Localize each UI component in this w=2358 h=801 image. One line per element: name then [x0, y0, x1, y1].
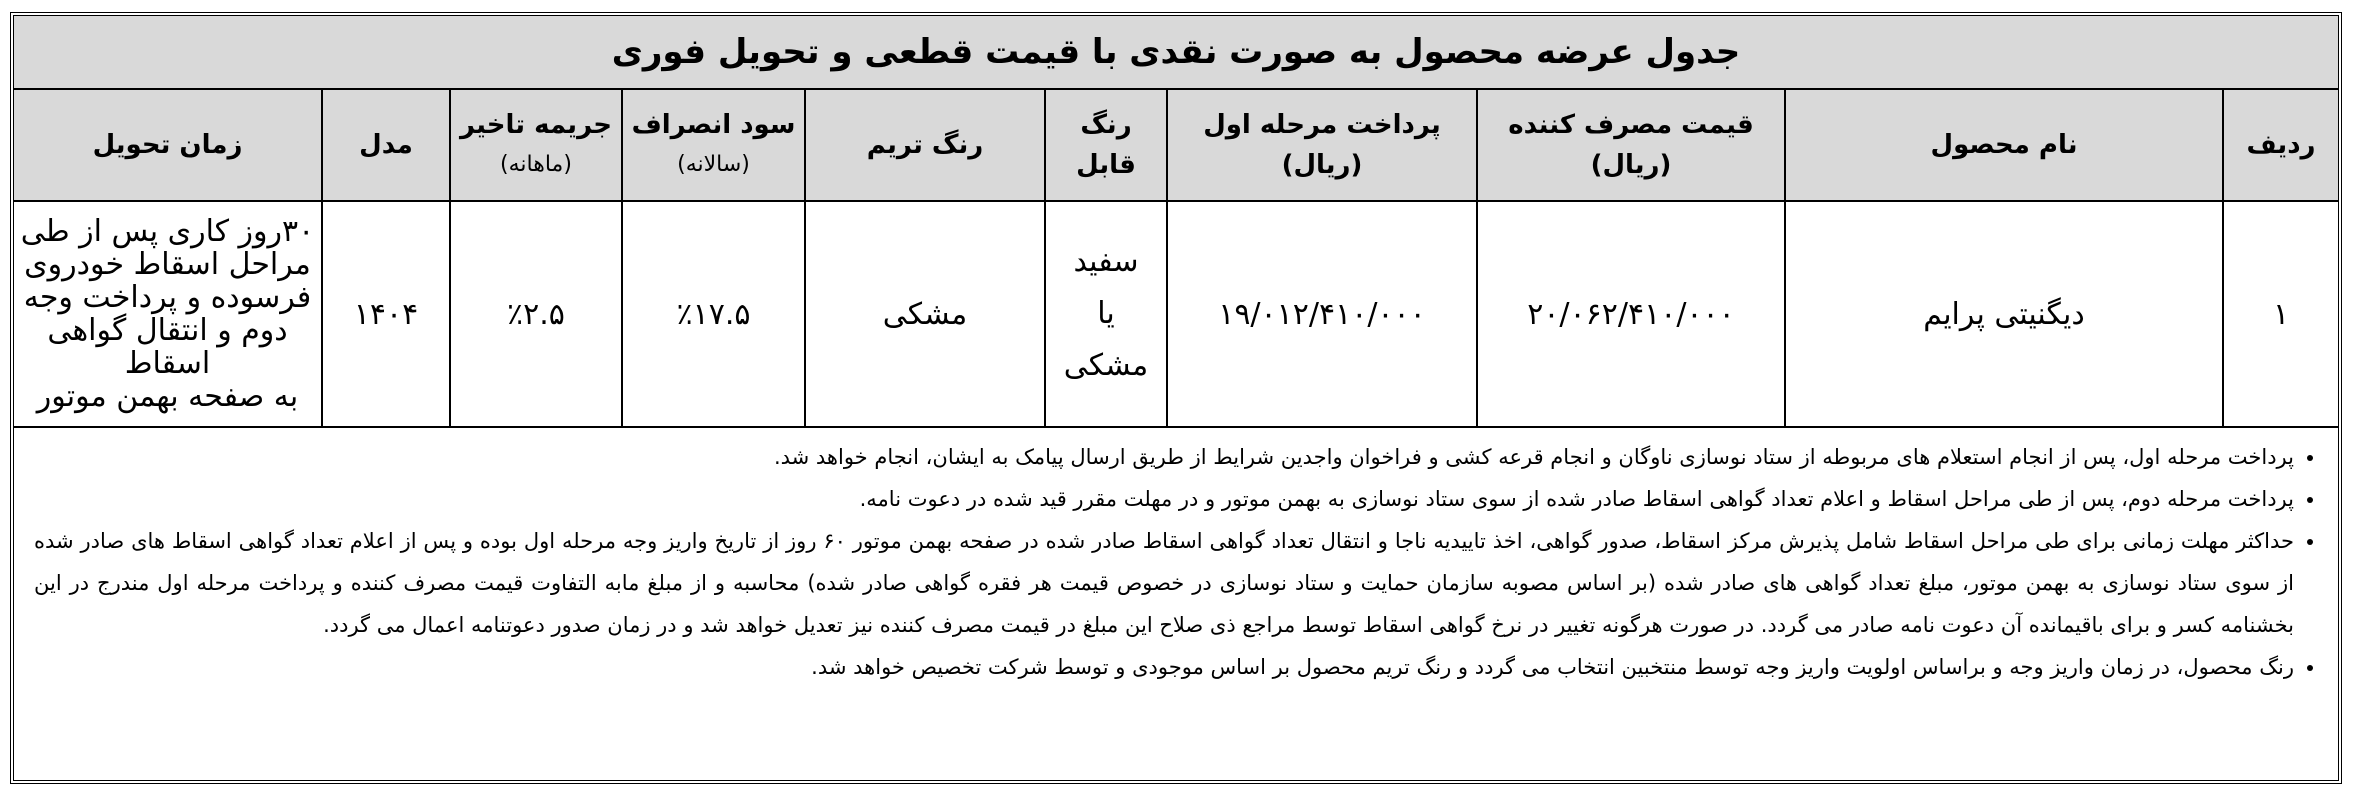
note-first-payment: • پرداخت مرحله اول، پس از انجام استعلام های مربوطه از ستاد نوسازی ناوگان و انجام قرعه کشی و فراخوان واجدین شرایط از طریق ارسال پیامک به ایشان، انجام خواهد شد. [34, 436, 2294, 478]
cell-trim-color: مشکی [805, 201, 1045, 427]
cell-delivery-line1: ۳۰روز کاری پس از طی [20, 214, 315, 249]
cell-delivery-line2: مراحل اسقاط خودروی [24, 247, 311, 282]
header-row [14, 90, 2338, 201]
header-consumer-price-unit: (ریال) [1590, 150, 1672, 180]
header-profit-label: سود انصراف [631, 110, 796, 140]
notes-list [34, 436, 2318, 688]
cell-delivery-line5: به صفحه بهمن موتور [36, 379, 299, 414]
note-second-payment: • پرداخت مرحله دوم، پس از طی مراحل اسقاط و اعلام تعداد گواهی اسقاط صادر شده از سوی ستاد نوسازی به بهمن موتور و در مهلت مقرر قید شده در دعوت نامه. [34, 478, 2294, 520]
cell-delivery-line3: فرسوده و پرداخت وجه [23, 280, 312, 315]
header-first-payment-unit: (ریال) [1281, 150, 1363, 180]
header-penalty [450, 90, 622, 201]
header-profit-unit: (سالانه) [677, 152, 750, 177]
header-body-color [1045, 90, 1167, 201]
header-profit [622, 90, 805, 201]
header-body-color-line1: رنگ [1080, 110, 1132, 140]
cell-first-payment: ۱۹/۰۱۲/۴۱۰/۰۰۰ [1167, 201, 1477, 427]
cell-profit: ٪۱۷.۵ [622, 201, 805, 427]
cell-product: دیگنیتی پرایم [1785, 201, 2223, 427]
header-delivery: زمان تحویل [14, 90, 322, 201]
notes-section [14, 428, 2338, 688]
cell-delivery-line4: دوم و انتقال گواهی اسقاط [47, 313, 288, 381]
note-product-color: • رنگ محصول، در زمان واریز وجه و براساس اولویت واریز وجه توسط منتخبین انتخاب می گردد و رنگ تریم محصول بر اساس موجودی و توسط شرکت تخصیص خواهد شد. [34, 646, 2294, 688]
cell-delivery [14, 201, 322, 427]
header-trim-color: رنگ تریم [805, 90, 1045, 201]
header-body-color-line2: قابل [1076, 150, 1136, 180]
cell-penalty: ٪۲.۵ [450, 201, 622, 427]
table-title: جدول عرضه محصول به صورت نقدی با قیمت قطعی و تحویل فوری [14, 16, 2338, 90]
note-scrap-deadline: • حداکثر مهلت زمانی برای طی مراحل اسقاط شامل پذیرش مرکز اسقاط، صدور گواهی، اخذ تاییدیه ناجا و انتقال تعداد گواهی اسقاط صادر شده در صفحه بهمن موتور ۶۰ روز از تاریخ واریز وجه مرحله اول بوده و پس از اعلام تعداد گواهی اسقاط های صادر شده از سوی ستاد نوسازی به بهمن موتور، مبلغ تعداد گواهی های صادر شده (بر اساس مصوبه سازمان حمایت و ستاد نوسازی در خصوص قیمت هر فقره گواهی صادر شده) محاسبه و از مبلغ مابه التفاوت قیمت مصرف کننده و پرداخت مرحله اول مندرج در این بخشنامه کسر و برای باقیمانده آن دعوت نامه صادر می گردد. در صورت هرگونه تغییر در نرخ گواهی اسقاط توسط مراجع ذی صلاح این مبلغ در قیمت مصرف کننده نیز تعدیل خواهد شد و در زمان صدور دعوتنامه اعمال می گردد. [34, 520, 2294, 646]
cell-row-number: ۱ [2223, 201, 2338, 427]
price-table-sheet [10, 12, 2342, 784]
product-table [14, 90, 2338, 428]
table-row [14, 201, 2338, 427]
header-first-payment [1167, 90, 1477, 201]
header-consumer-price-label: قیمت مصرف کننده [1508, 110, 1754, 140]
header-row-number: ردیف [2223, 90, 2338, 201]
cell-model: ۱۴۰۴ [322, 201, 450, 427]
header-consumer-price [1477, 90, 1785, 201]
header-first-payment-label: پرداخت مرحله اول [1203, 110, 1441, 140]
header-model: مدل [322, 90, 450, 201]
header-penalty-label: جریمه تاخیر [460, 110, 612, 140]
header-product: نام محصول [1785, 90, 2223, 201]
cell-body-color-line2: یا [1097, 296, 1115, 331]
cell-body-color-line3: مشکی [1063, 348, 1149, 383]
cell-consumer-price: ۲۰/۰۶۲/۴۱۰/۰۰۰ [1477, 201, 1785, 427]
header-penalty-unit: (ماهانه) [500, 152, 572, 177]
cell-body-color-line1: سفید [1073, 244, 1139, 279]
cell-body-color [1045, 201, 1167, 427]
